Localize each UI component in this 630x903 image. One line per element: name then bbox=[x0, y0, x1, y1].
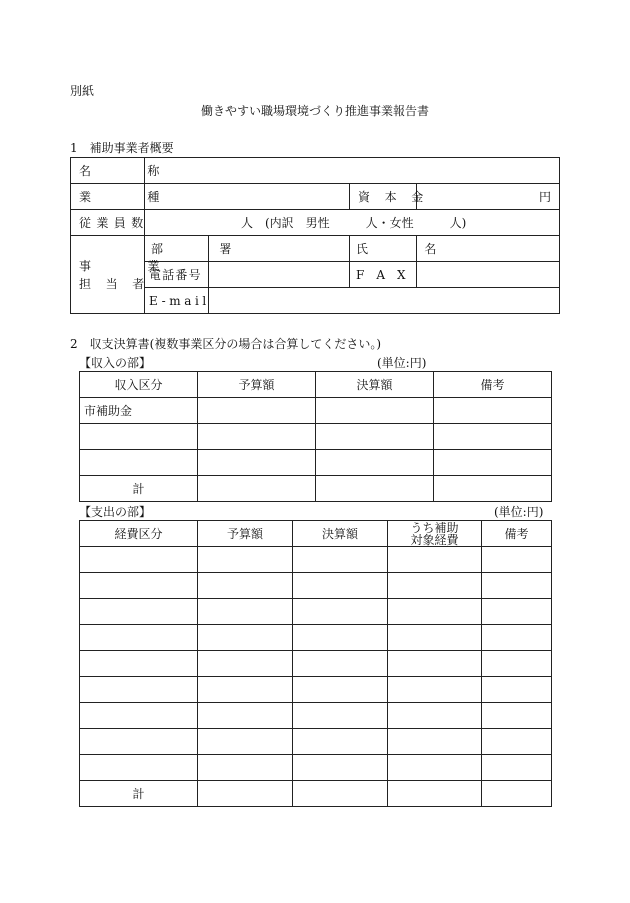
expense-table bbox=[79, 520, 552, 807]
expense-header-remarks: 備考 bbox=[482, 521, 552, 547]
table-row bbox=[80, 450, 552, 476]
expense-cell[interactable] bbox=[388, 625, 482, 651]
expense-title: 【支出の部】 bbox=[79, 505, 152, 519]
expense-cell[interactable] bbox=[80, 729, 198, 755]
expense-cell[interactable] bbox=[80, 573, 198, 599]
table-row bbox=[80, 625, 552, 651]
expense-header-subsidy-target bbox=[388, 521, 482, 547]
income-cell[interactable] bbox=[316, 424, 434, 450]
attachment-label: 別紙 bbox=[70, 84, 95, 98]
email-field[interactable] bbox=[209, 288, 560, 314]
table-row bbox=[80, 677, 552, 703]
expense-cell[interactable] bbox=[80, 599, 198, 625]
employees-label: 従業員数 bbox=[71, 210, 145, 236]
contact-label-line2: 担 当 者 bbox=[79, 276, 150, 291]
table-row bbox=[80, 781, 552, 807]
expense-cell[interactable] bbox=[198, 781, 293, 807]
expense-cell[interactable] bbox=[388, 729, 482, 755]
industry-label: 業 種 bbox=[71, 184, 145, 210]
expense-cell[interactable] bbox=[293, 651, 388, 677]
income-row-category[interactable]: 市補助金 bbox=[80, 398, 198, 424]
table-row bbox=[80, 424, 552, 450]
section2-heading: 2 収支決算書(複数事業区分の場合は合算してください。) bbox=[70, 337, 382, 351]
phone-field[interactable] bbox=[209, 262, 350, 288]
income-cell[interactable] bbox=[198, 424, 316, 450]
expense-cell[interactable] bbox=[388, 573, 482, 599]
expense-cell[interactable] bbox=[293, 781, 388, 807]
income-row-category[interactable] bbox=[80, 424, 198, 450]
expense-cell[interactable] bbox=[293, 729, 388, 755]
table-row bbox=[80, 372, 552, 398]
expense-cell[interactable] bbox=[482, 625, 552, 651]
employees-field[interactable] bbox=[145, 210, 560, 236]
income-cell[interactable] bbox=[198, 450, 316, 476]
expense-cell[interactable] bbox=[482, 703, 552, 729]
employees-breakdown: 人 (内訳 男性 人・女性 人) bbox=[241, 216, 467, 230]
capital-field[interactable]: 円 bbox=[417, 184, 560, 210]
table-row bbox=[80, 703, 552, 729]
expense-cell[interactable] bbox=[482, 729, 552, 755]
expense-cell[interactable] bbox=[482, 547, 552, 573]
capital-label: 資 本 金 bbox=[350, 184, 417, 210]
table-row bbox=[71, 210, 560, 236]
table-row bbox=[80, 599, 552, 625]
expense-cell[interactable] bbox=[388, 599, 482, 625]
expense-cell[interactable] bbox=[198, 677, 293, 703]
contact-person-label bbox=[71, 236, 171, 314]
expense-cell[interactable] bbox=[198, 651, 293, 677]
expense-cell[interactable] bbox=[198, 729, 293, 755]
expense-cell[interactable] bbox=[198, 755, 293, 781]
name-field[interactable] bbox=[145, 158, 560, 184]
expense-cell[interactable] bbox=[198, 625, 293, 651]
section1-heading: 1 補助事業者概要 bbox=[70, 141, 174, 155]
phone-label: 電話番号 bbox=[145, 262, 209, 288]
expense-cell[interactable] bbox=[482, 677, 552, 703]
income-cell[interactable] bbox=[198, 476, 316, 502]
income-header-remarks: 備考 bbox=[434, 372, 552, 398]
table-row bbox=[80, 521, 552, 547]
table-row bbox=[80, 573, 552, 599]
expense-cell[interactable] bbox=[293, 677, 388, 703]
expense-cell[interactable] bbox=[293, 755, 388, 781]
table-row bbox=[71, 184, 560, 210]
industry-field[interactable] bbox=[145, 184, 350, 210]
expense-cell[interactable] bbox=[80, 651, 198, 677]
expense-cell[interactable] bbox=[293, 703, 388, 729]
expense-unit: (単位:円) bbox=[494, 505, 544, 519]
expense-cell[interactable] bbox=[388, 703, 482, 729]
table-row bbox=[71, 158, 560, 184]
table-row bbox=[80, 398, 552, 424]
income-cell[interactable] bbox=[198, 398, 316, 424]
income-header-settlement: 決算額 bbox=[316, 372, 434, 398]
expense-cell[interactable] bbox=[388, 781, 482, 807]
table-row bbox=[80, 729, 552, 755]
expense-cell[interactable] bbox=[293, 625, 388, 651]
expense-header-category: 経費区分 bbox=[80, 521, 198, 547]
expense-cell[interactable] bbox=[198, 599, 293, 625]
table-row bbox=[80, 547, 552, 573]
expense-cell[interactable] bbox=[80, 677, 198, 703]
expense-cell[interactable] bbox=[198, 703, 293, 729]
income-cell[interactable] bbox=[434, 476, 552, 502]
expense-cell[interactable] bbox=[80, 755, 198, 781]
income-cell[interactable] bbox=[316, 398, 434, 424]
table-row bbox=[80, 651, 552, 677]
expense-cell[interactable] bbox=[482, 755, 552, 781]
expense-header-subsidy-line1: うち補助 bbox=[410, 520, 459, 535]
expense-cell[interactable] bbox=[388, 677, 482, 703]
expense-cell[interactable] bbox=[293, 547, 388, 573]
expense-cell[interactable] bbox=[388, 651, 482, 677]
expense-cell[interactable] bbox=[482, 599, 552, 625]
person-label: 氏 名 bbox=[350, 236, 417, 262]
income-header-category: 収入区分 bbox=[80, 372, 198, 398]
expense-cell[interactable] bbox=[80, 547, 198, 573]
expense-header-subsidy-line2: 対象経費 bbox=[410, 532, 459, 547]
expense-total-label: 計 bbox=[80, 781, 198, 807]
income-cell[interactable] bbox=[434, 450, 552, 476]
income-cell[interactable] bbox=[434, 424, 552, 450]
income-row-category[interactable] bbox=[80, 450, 198, 476]
contact-label-line1: 事 業 bbox=[79, 258, 171, 273]
income-unit: (単位:円) bbox=[377, 356, 427, 370]
expense-cell[interactable] bbox=[388, 755, 482, 781]
fax-label: F A X bbox=[350, 262, 417, 288]
income-cell[interactable] bbox=[316, 450, 434, 476]
income-cell[interactable] bbox=[316, 476, 434, 502]
dept-label: 部 署 bbox=[145, 236, 209, 262]
expense-cell[interactable] bbox=[388, 547, 482, 573]
name-label: 名 称 bbox=[71, 158, 145, 184]
expense-header-budget: 予算額 bbox=[198, 521, 293, 547]
income-title: 【収入の部】 bbox=[79, 356, 152, 370]
business-overview-table bbox=[70, 157, 560, 314]
table-row bbox=[80, 476, 552, 502]
expense-header-settlement: 決算額 bbox=[293, 521, 388, 547]
expense-cell[interactable] bbox=[198, 547, 293, 573]
income-cell[interactable] bbox=[434, 398, 552, 424]
expense-cell[interactable] bbox=[482, 781, 552, 807]
income-total-label: 計 bbox=[80, 476, 198, 502]
expense-cell[interactable] bbox=[482, 651, 552, 677]
income-table bbox=[79, 371, 552, 502]
expense-cell[interactable] bbox=[80, 703, 198, 729]
expense-cell[interactable] bbox=[293, 599, 388, 625]
document-title: 働きやすい職場環境づくり推進事業報告書 bbox=[201, 104, 430, 118]
expense-cell[interactable] bbox=[293, 573, 388, 599]
expense-cell[interactable] bbox=[198, 573, 293, 599]
table-row bbox=[71, 236, 560, 262]
fax-field[interactable] bbox=[417, 262, 560, 288]
email-label: E-mail bbox=[145, 288, 209, 314]
expense-cell[interactable] bbox=[482, 573, 552, 599]
income-header-budget: 予算額 bbox=[198, 372, 316, 398]
table-row bbox=[80, 755, 552, 781]
expense-cell[interactable] bbox=[80, 625, 198, 651]
